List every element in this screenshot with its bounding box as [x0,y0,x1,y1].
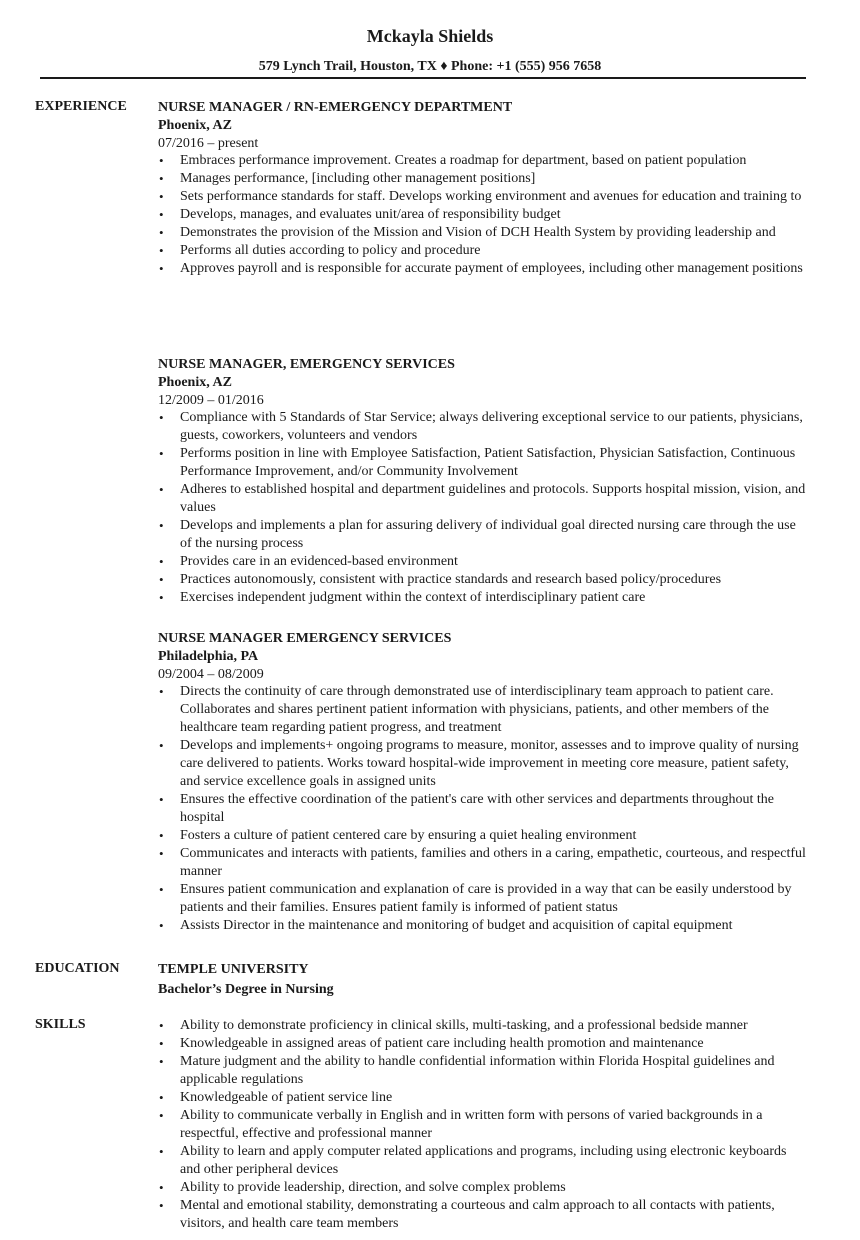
bullet-item: • Sets performance standards for staff. Develops working environment and avenues for education and training to [159,189,802,204]
bullet-item: • Fosters a culture of patient centered care by ensuring a quiet healing environment [159,828,637,843]
job-3 [158,630,810,935]
skill-item: • Ability to learn and apply computer related applications and programs, including using electronic keyboards and other peripheral devices [159,1144,787,1177]
bullet-item: • Develops and implements+ ongoing programs to measure, monitor, assesses and to improve quality of nursing care delivered to patients. Works toward hospital-wide improvement in meeting core measure, patient safety, and service excellence goals in assigned units [159,738,799,789]
job-dates: 09/2004 – 08/2009 [158,667,264,682]
bullet-item: • Manages performance, [including other management positions] [159,171,536,186]
bullet-item: • Practices autonomously, consistent with practice standards and research based policy/procedures [159,572,722,587]
job-1 [158,99,810,278]
bullet-item: • Develops and implements a plan for assuring delivery of individual goal directed nursing care through the use of the nursing process [159,518,796,551]
bullet-item: • Embraces performance improvement. Creates a roadmap for department, based on patient population [159,153,747,168]
bullet-item: • Communicates and interacts with patients, families and others in a caring, empathetic, courteous, and respectful manner [159,846,806,879]
skill-item: • Mental and emotional stability, demonstrating a courteous and calm approach to all contacts with patients, visitors, and health care team members [159,1198,775,1231]
section-skills-heading: SKILLS [35,1017,86,1032]
skills-list [158,1017,810,1233]
header-divider [40,77,806,79]
bullet-item: • Performs position in line with Employee Satisfaction, Patient Satisfaction, Physician Satisfaction, Continuous Performance Improvement, and/or Community Involvement [159,446,796,479]
bullet-item: • Exercises independent judgment within the context of interdisciplinary patient care [159,590,646,605]
job-bullets [158,683,810,935]
degree-name: Bachelor’s Degree in Nursing [158,982,334,997]
contact-line: 579 Lynch Trail, Houston, TX ♦ Phone: +1 (555) 956 7658 [258,59,602,74]
bullet-item: • Develops, manages, and evaluates unit/area of responsibility budget [159,207,561,222]
skill-item: • Ability to provide leadership, direction, and solve complex problems [159,1180,566,1195]
bullet-item: • Compliance with 5 Standards of Star Service; always delivering exceptional service to our patients, physicians, guests, coworkers, volunteers and vendors [159,410,803,443]
bullet-item: • Ensures the effective coordination of the patient's care with other services and departments throughout the hospital [159,792,774,825]
job-2 [158,356,810,607]
section-experience-heading: EXPERIENCE [35,99,127,114]
job-location: Philadelphia, PA [158,649,259,664]
skill-item: • Ability to demonstrate proficiency in clinical skills, multi-tasking, and a professional bedside manner [159,1018,748,1033]
bullet-item: • Demonstrates the provision of the Mission and Vision of DCH Health System by providing leadership and [159,225,776,240]
section-education-heading: EDUCATION [35,961,120,976]
bullet-item: • Performs all duties according to policy and procedure [159,243,481,258]
job-bullets [158,409,810,607]
skills-list-container [158,1017,810,1233]
job-location: Phoenix, AZ [158,375,232,390]
skill-item: • Knowledgeable in assigned areas of patient care including health promotion and maintenance [159,1036,704,1051]
school-name: TEMPLE UNIVERSITY [158,962,309,977]
job-title: NURSE MANAGER, EMERGENCY SERVICES [158,357,455,372]
skill-item: • Knowledgeable of patient service line [159,1090,393,1105]
bullet-item: • Approves payroll and is responsible for accurate payment of employees, including other management positions [159,261,803,276]
education-entry [158,961,810,999]
job-dates: 12/2009 – 01/2016 [158,393,264,408]
bullet-item: • Ensures patient communication and explanation of care is provided in a way that can be easily understood by patients and their families. Ensures patient family is informed of patient status [159,882,792,915]
bullet-item: • Adheres to established hospital and department guidelines and protocols. Supports hospital mission, vision, and values [159,482,806,515]
job-title: NURSE MANAGER EMERGENCY SERVICES [158,631,452,646]
skill-item: • Mature judgment and the ability to handle confidential information within Florida Hospital guidelines and applicable regulations [159,1054,775,1087]
candidate-name: Mckayla Shields [366,26,494,46]
job-bullets [158,152,810,278]
job-dates: 07/2016 – present [158,136,259,151]
bullet-item: • Directs the continuity of care through demonstrated use of interdisciplinary team approach to patient care. Collaborates and shares pertinent patient information with physicians, patients, and other members of the healthcare team regarding patient progress, and treatment [159,684,774,735]
skill-item: • Ability to communicate verbally in English and in written form with persons of varied backgrounds in a respectful, effective and professional manner [159,1108,763,1141]
job-title: NURSE MANAGER / RN-EMERGENCY DEPARTMENT [158,100,513,115]
bullet-item: • Assists Director in the maintenance and monitoring of budget and acquisition of capital equipment [159,918,733,933]
job-location: Phoenix, AZ [158,118,232,133]
bullet-item: • Provides care in an evidenced-based environment [159,554,458,569]
